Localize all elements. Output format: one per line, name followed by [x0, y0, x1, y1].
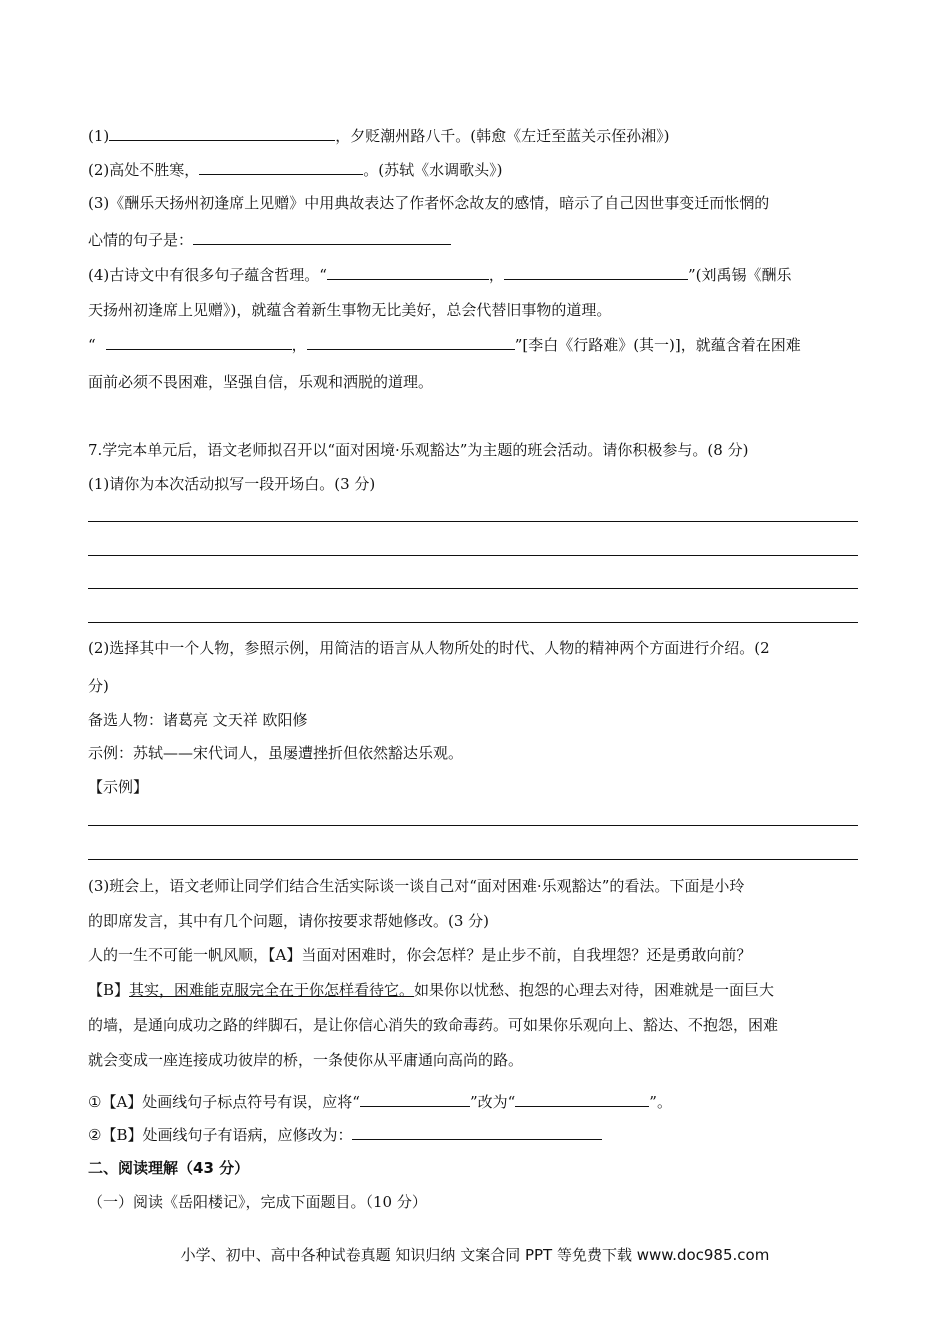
underlined-sentence: 其实，困难能克服完全在于你怎样看待它。: [129, 981, 415, 999]
q6-item-3-line2: 心情的句子是：: [88, 230, 858, 250]
speech-line-4: 就会变成一座连接成功彼岸的桥，一条使你从平庸通向高尚的路。: [88, 1051, 524, 1069]
answer-blank[interactable]: [360, 1092, 470, 1107]
q6-item-4-line2: 天扬州初逢席上见赠》)，就蕴含着新生事物无比美好，总会代替旧事物的道理。: [88, 301, 612, 319]
answer-line[interactable]: [88, 622, 858, 623]
q6-item-4-line3: “ ， ”[李白《行路难》(其一)]，就蕴含着在困难: [88, 336, 801, 354]
answer-blank[interactable]: [327, 265, 489, 280]
q7-sub2-line1: (2)选择其中一个人物，参照示例，用简洁的语言从人物所处的时代、人物的精神两个方面进行介绍。(2: [88, 639, 770, 657]
answer-blank[interactable]: [307, 335, 515, 350]
speech-line-3: 的墙，是通向成功之路的绊脚石，是让你信心消失的致命毒药。可如果你乐观向上、豁达、不抱怨，困难: [88, 1016, 779, 1034]
q6-item-3-line1: (3)《酬乐天扬州初逢席上见赠》中用典故表达了作者怀念故友的感情，暗示了自己因世事变迁而怅惘的: [88, 194, 770, 212]
section-2-title: 二、阅读理解（43 分）: [88, 1159, 250, 1177]
answer-line[interactable]: [88, 859, 858, 860]
answer-blank[interactable]: [106, 335, 292, 350]
answer-blank[interactable]: [352, 1125, 602, 1140]
answer-blank[interactable]: [515, 1092, 649, 1107]
q6-item-1: (1) ，夕贬潮州路八千。(韩愈《左迁至蓝关示侄孙湘》): [88, 127, 670, 145]
answer-blank[interactable]: [199, 160, 363, 175]
q7-sub3-line2: 的即席发言，其中有几个问题，请你按要求帮她修改。(3 分): [88, 912, 490, 930]
fix-b: ②【B】处画线句子有语病，应修改为：: [88, 1125, 858, 1145]
speech-line-1: 人的一生不可能一帆风顺，【A】当面对困难时，你会怎样？是止步不前，自我埋怨？还是勇敢向前？: [88, 946, 752, 964]
q7-example: 示例：苏轼——宋代词人，虽屡遭挫折但依然豁达乐观。: [88, 744, 464, 762]
answer-blank[interactable]: [193, 230, 451, 245]
answer-line[interactable]: [88, 825, 858, 826]
q7-sub2-line2: 分): [88, 677, 109, 695]
q7-intro: 7.学完本单元后，语文老师拟召开以“面对困境·乐观豁达”为主题的班会活动。请你积极参与。(8 分): [88, 441, 749, 459]
q7-sub1: (1)请你为本次活动拟写一段开场白。(3 分): [88, 475, 376, 493]
q6-item-2: (2)高处不胜寒， 。(苏轼《水调歌头》): [88, 161, 503, 179]
page-footer: 小学、初中、高中各种试卷真题 知识归纳 文案合同 PPT 等免费下载 www.doc985.com: [180, 1246, 770, 1264]
answer-blank[interactable]: [504, 265, 688, 280]
answer-line[interactable]: [88, 521, 858, 522]
answer-blank[interactable]: [109, 126, 335, 141]
q7-example-label: 【示例】: [88, 778, 149, 796]
answer-line[interactable]: [88, 555, 858, 556]
q7-sub3-line1: (3)班会上，语文老师让同学们结合生活实际谈一谈自己对“面对困难·乐观豁达”的看法。下面是小玲: [88, 877, 745, 895]
answer-line[interactable]: [88, 588, 858, 589]
section-2-part-1: （一）阅读《岳阳楼记》，完成下面题目。（10 分）: [88, 1193, 427, 1211]
q7-candidates: 备选人物：诸葛亮 文天祥 欧阳修: [88, 711, 308, 729]
q6-item-4-line1: (4)古诗文中有很多句子蕴含哲理。“ ， ”(刘禹锡《酬乐: [88, 266, 792, 284]
speech-line-2: 【B】其实，困难能克服完全在于你怎样看待它。如果你以忧愁、抱怨的心理去对待，困难就是一面巨大: [88, 981, 775, 999]
q6-item-4-line4: 面前必须不畏困难，坚强自信，乐观和洒脱的道理。: [88, 373, 434, 391]
fix-a: ①【A】处画线句子标点符号有误，应将“ ”改为“ ”。: [88, 1093, 672, 1111]
